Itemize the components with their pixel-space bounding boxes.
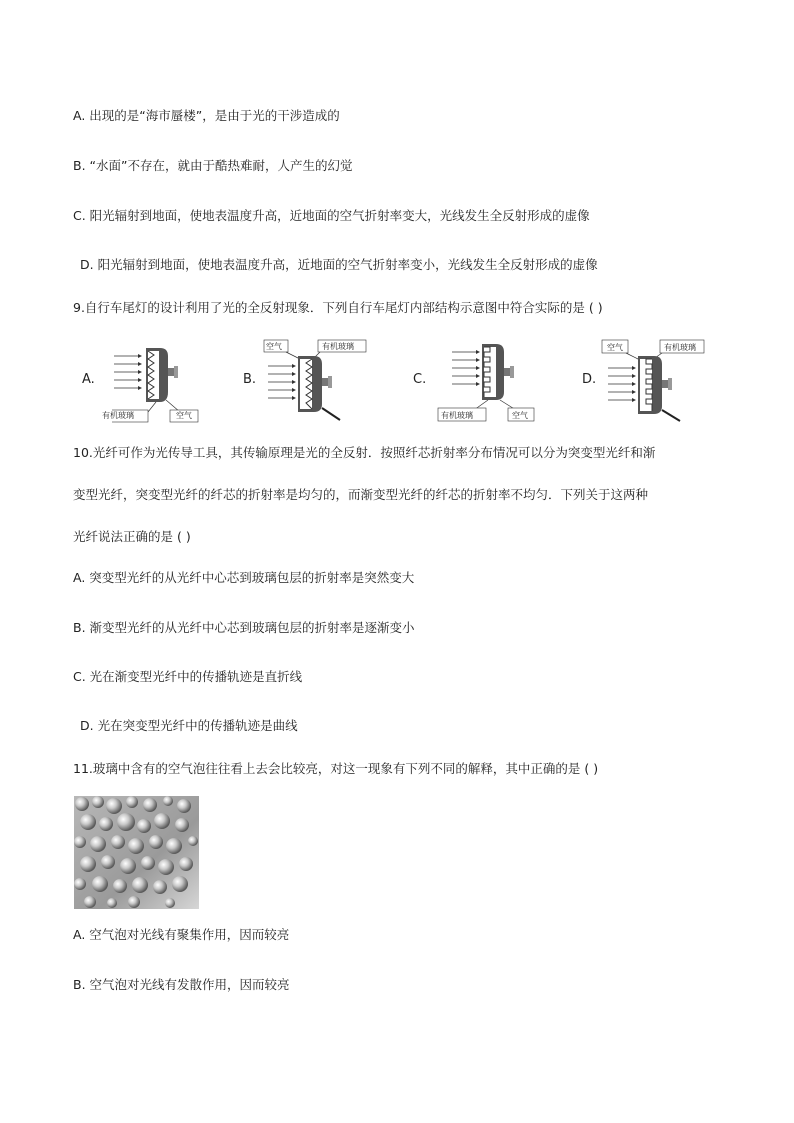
q10-stem-line-1: 10.光纤可作为光传导工具，其传输原理是光的全反射．按照纤芯折射率分布情况可以分为突变型光纤和渐 <box>73 445 656 460</box>
q8-option-d: D. 阳光辐射到地面，使地表温度升高，近地面的空气折射率变小，光线发生全反射形成的虚像 <box>80 257 598 272</box>
q9-c-air-label: 空气 <box>512 411 528 420</box>
q9-b-air-label: 空气 <box>266 342 282 351</box>
q8-option-a: A. 出现的是“海市蜃楼”，是由于光的干涉造成的 <box>73 108 340 123</box>
q11-stem: 11.玻璃中含有的空气泡往往看上去会比较亮，对这一现象有下列不同的解释，其中正确的是 ( ) <box>73 761 599 776</box>
q10-option-d: D. 光在突变型光纤中的传播轨迹是曲线 <box>80 718 298 733</box>
q9-b-glass-label: 有机玻璃 <box>322 342 354 351</box>
q8-option-c: C. 阳光辐射到地面，使地表温度升高，近地面的空气折射率变大，光线发生全反射形成的虚像 <box>73 208 590 223</box>
q9-a-air-label: 空气 <box>176 411 192 420</box>
q10-stem-line-2: 变型光纤，突变型光纤的纤芯的折射率是均匀的，而渐变型光纤的纤芯的折射率不均匀．下列关于这两种 <box>73 487 649 502</box>
q10-option-a: A. 突变型光纤的从光纤中心芯到玻璃包层的折射率是突然变大 <box>73 570 415 585</box>
q9-c-glass-label: 有机玻璃 <box>441 411 473 420</box>
air-bubbles-photo <box>74 796 199 909</box>
q9-d-glass-label: 有机玻璃 <box>664 343 696 352</box>
q9-a-glass-label: 有机玻璃 <box>102 411 134 420</box>
q9-option-c-label: C. <box>413 372 427 387</box>
q11-option-b: B. 空气泡对光线有发散作用，因而较亮 <box>73 977 290 992</box>
q9-option-d-label: D. <box>582 372 597 387</box>
q10-stem-line-3: 光纤说法正确的是 ( ) <box>73 529 191 544</box>
q10-option-c: C. 光在渐变型光纤中的传播轨迹是直折线 <box>73 669 303 684</box>
q9-stem: 9.自行车尾灯的设计利用了光的全反射现象．下列自行车尾灯内部结构示意图中符合实际的是 ( ) <box>73 300 603 315</box>
q9-d-air-label: 空气 <box>607 343 623 352</box>
q10-option-b: B. 渐变型光纤的从光纤中心芯到玻璃包层的折射率是逐渐变小 <box>73 620 415 635</box>
q11-option-a: A. 空气泡对光线有聚集作用，因而较亮 <box>73 927 290 942</box>
q9-option-b-label: B. <box>243 372 257 387</box>
q9-option-a-label: A. <box>82 372 95 387</box>
q8-option-b: B. “水面”不存在，就由于酷热难耐，人产生的幻觉 <box>73 158 353 173</box>
